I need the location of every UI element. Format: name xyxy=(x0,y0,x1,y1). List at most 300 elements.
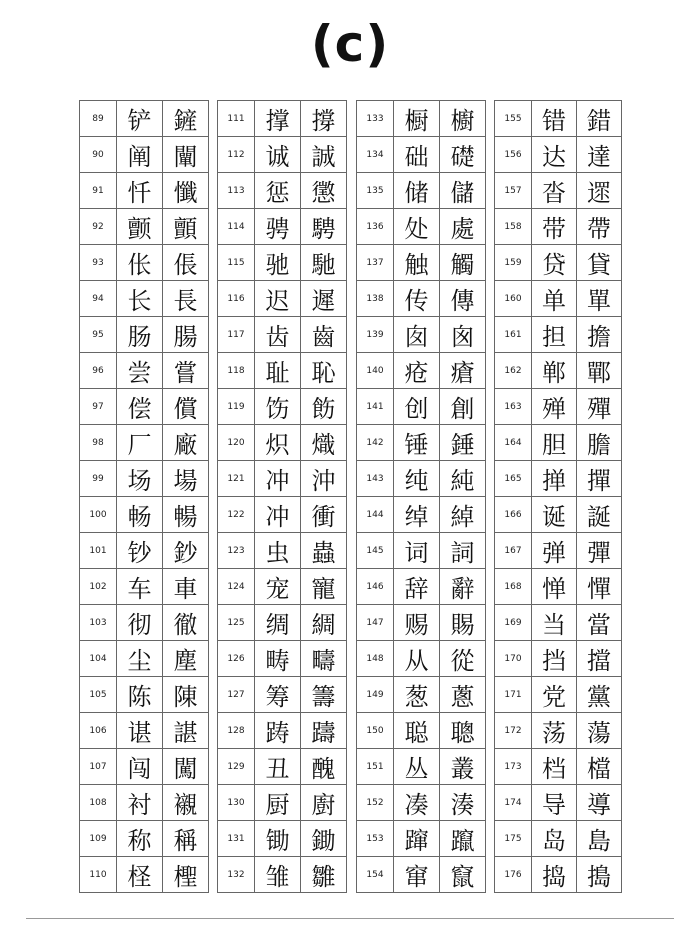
traditional-char: 純 xyxy=(440,461,486,497)
table-row xyxy=(495,281,622,317)
table-row xyxy=(495,497,622,533)
row-number: 91 xyxy=(80,173,117,209)
traditional-char: 櫥 xyxy=(440,101,486,137)
traditional-char: 處 xyxy=(440,209,486,245)
traditional-char: 蟲 xyxy=(301,533,347,569)
table-row xyxy=(357,533,486,569)
table-row xyxy=(80,569,209,605)
table-row xyxy=(80,533,209,569)
table-row xyxy=(357,461,486,497)
page-title: (c) xyxy=(310,15,390,73)
simplified-char: 单 xyxy=(532,281,577,317)
simplified-char: 彻 xyxy=(117,605,163,641)
table-row xyxy=(357,677,486,713)
simplified-char: 带 xyxy=(532,209,577,245)
character-table xyxy=(79,100,621,891)
traditional-char: 湊 xyxy=(440,785,486,821)
row-number: 156 xyxy=(495,137,532,173)
table-row xyxy=(495,641,622,677)
table-row xyxy=(495,353,622,389)
row-number: 131 xyxy=(218,821,255,857)
row-number: 149 xyxy=(357,677,394,713)
table-row xyxy=(357,245,486,281)
traditional-char: 瘡 xyxy=(440,353,486,389)
simplified-char: 畅 xyxy=(117,497,163,533)
row-number: 173 xyxy=(495,749,532,785)
table-row xyxy=(218,281,347,317)
row-number: 175 xyxy=(495,821,532,857)
simplified-char: 岛 xyxy=(532,821,577,857)
table-row xyxy=(495,821,622,857)
table-row xyxy=(80,497,209,533)
row-number: 166 xyxy=(495,497,532,533)
traditional-char: 錘 xyxy=(440,425,486,461)
traditional-char: 綢 xyxy=(301,605,347,641)
traditional-char: 叢 xyxy=(440,749,486,785)
row-number: 170 xyxy=(495,641,532,677)
table-row xyxy=(495,569,622,605)
table-row xyxy=(357,101,486,137)
simplified-char: 钞 xyxy=(117,533,163,569)
simplified-char: 错 xyxy=(532,101,577,137)
traditional-char: 馳 xyxy=(301,245,347,281)
table-row xyxy=(80,353,209,389)
row-number: 98 xyxy=(80,425,117,461)
simplified-char: 诞 xyxy=(532,497,577,533)
row-number: 176 xyxy=(495,857,532,893)
table-row xyxy=(495,785,622,821)
simplified-char: 党 xyxy=(532,677,577,713)
simplified-char: 柽 xyxy=(117,857,163,893)
traditional-char: 嘗 xyxy=(163,353,209,389)
traditional-char: 單 xyxy=(577,281,622,317)
traditional-char: 闖 xyxy=(163,749,209,785)
simplified-char: 担 xyxy=(532,317,577,353)
row-number: 160 xyxy=(495,281,532,317)
simplified-char: 贷 xyxy=(532,245,577,281)
simplified-char: 础 xyxy=(394,137,440,173)
simplified-char: 掸 xyxy=(532,461,577,497)
row-number: 93 xyxy=(80,245,117,281)
row-number: 142 xyxy=(357,425,394,461)
table-row xyxy=(495,317,622,353)
simplified-char: 疮 xyxy=(394,353,440,389)
table-row xyxy=(80,281,209,317)
row-number: 141 xyxy=(357,389,394,425)
row-number: 169 xyxy=(495,605,532,641)
traditional-char: 憚 xyxy=(577,569,622,605)
row-number: 124 xyxy=(218,569,255,605)
row-number: 113 xyxy=(218,173,255,209)
table-row xyxy=(80,209,209,245)
simplified-char: 蹿 xyxy=(394,821,440,857)
simplified-char: 郸 xyxy=(532,353,577,389)
table-row xyxy=(80,605,209,641)
row-number: 143 xyxy=(357,461,394,497)
simplified-char: 档 xyxy=(532,749,577,785)
table-row xyxy=(357,425,486,461)
simplified-char: 阐 xyxy=(117,137,163,173)
simplified-char: 饬 xyxy=(255,389,301,425)
simplified-char: 雏 xyxy=(255,857,301,893)
row-number: 129 xyxy=(218,749,255,785)
traditional-char: 搗 xyxy=(577,857,622,893)
table-row xyxy=(357,749,486,785)
simplified-char: 筹 xyxy=(255,677,301,713)
simplified-char: 迟 xyxy=(255,281,301,317)
table-block-4 xyxy=(494,100,622,893)
simplified-char: 谌 xyxy=(117,713,163,749)
simplified-char: 捣 xyxy=(532,857,577,893)
table-block-2 xyxy=(217,100,347,893)
row-number: 164 xyxy=(495,425,532,461)
table-row xyxy=(218,821,347,857)
traditional-char: 償 xyxy=(163,389,209,425)
traditional-char: 膽 xyxy=(577,425,622,461)
traditional-char: 雛 xyxy=(301,857,347,893)
traditional-char: 飭 xyxy=(301,389,347,425)
table-row xyxy=(80,749,209,785)
traditional-char: 貸 xyxy=(577,245,622,281)
traditional-char: 島 xyxy=(577,821,622,857)
table-row xyxy=(218,785,347,821)
traditional-char: 陳 xyxy=(163,677,209,713)
simplified-char: 触 xyxy=(394,245,440,281)
simplified-char: 导 xyxy=(532,785,577,821)
row-number: 103 xyxy=(80,605,117,641)
table-row xyxy=(495,461,622,497)
table-row xyxy=(80,389,209,425)
simplified-char: 赐 xyxy=(394,605,440,641)
table-row xyxy=(495,677,622,713)
simplified-char: 挡 xyxy=(532,641,577,677)
row-number: 110 xyxy=(80,857,117,893)
traditional-char: 誠 xyxy=(301,137,347,173)
table-row xyxy=(495,605,622,641)
simplified-char: 纯 xyxy=(394,461,440,497)
row-number: 145 xyxy=(357,533,394,569)
simplified-char: 葱 xyxy=(394,677,440,713)
table-row xyxy=(80,173,209,209)
table-row xyxy=(357,821,486,857)
row-number: 148 xyxy=(357,641,394,677)
row-number: 90 xyxy=(80,137,117,173)
table-row xyxy=(218,749,347,785)
row-number: 158 xyxy=(495,209,532,245)
simplified-char: 绸 xyxy=(255,605,301,641)
traditional-char: 竄 xyxy=(440,857,486,893)
row-number: 115 xyxy=(218,245,255,281)
row-number: 104 xyxy=(80,641,117,677)
traditional-char: 廠 xyxy=(163,425,209,461)
row-number: 138 xyxy=(357,281,394,317)
simplified-char: 尘 xyxy=(117,641,163,677)
simplified-char: 衬 xyxy=(117,785,163,821)
row-number: 147 xyxy=(357,605,394,641)
table-row xyxy=(357,209,486,245)
row-number: 132 xyxy=(218,857,255,893)
table-row xyxy=(495,749,622,785)
simplified-char: 冲 xyxy=(255,497,301,533)
traditional-char: 鄲 xyxy=(577,353,622,389)
row-number: 152 xyxy=(357,785,394,821)
table-row xyxy=(357,641,486,677)
row-number: 162 xyxy=(495,353,532,389)
table-row xyxy=(218,389,347,425)
row-number: 172 xyxy=(495,713,532,749)
traditional-char: 帶 xyxy=(577,209,622,245)
traditional-char: 疇 xyxy=(301,641,347,677)
row-number: 122 xyxy=(218,497,255,533)
row-number: 135 xyxy=(357,173,394,209)
table-row xyxy=(495,101,622,137)
row-number: 126 xyxy=(218,641,255,677)
traditional-char: 彈 xyxy=(577,533,622,569)
simplified-char: 窜 xyxy=(394,857,440,893)
simplified-char: 弹 xyxy=(532,533,577,569)
row-number: 112 xyxy=(218,137,255,173)
row-number: 105 xyxy=(80,677,117,713)
traditional-char: 當 xyxy=(577,605,622,641)
table-row xyxy=(80,677,209,713)
table-row xyxy=(495,857,622,893)
row-number: 100 xyxy=(80,497,117,533)
traditional-char: 沖 xyxy=(301,461,347,497)
traditional-char: 顫 xyxy=(163,209,209,245)
table-row xyxy=(218,173,347,209)
traditional-char: 蔥 xyxy=(440,677,486,713)
simplified-char: 冲 xyxy=(255,461,301,497)
simplified-char: 沓 xyxy=(532,173,577,209)
simplified-char: 踌 xyxy=(255,713,301,749)
traditional-char: 倀 xyxy=(163,245,209,281)
row-number: 127 xyxy=(218,677,255,713)
row-number: 94 xyxy=(80,281,117,317)
row-number: 139 xyxy=(357,317,394,353)
row-number: 161 xyxy=(495,317,532,353)
traditional-char: 礎 xyxy=(440,137,486,173)
row-number: 133 xyxy=(357,101,394,137)
table-row xyxy=(80,821,209,857)
table-row xyxy=(218,137,347,173)
simplified-char: 从 xyxy=(394,641,440,677)
traditional-char: 從 xyxy=(440,641,486,677)
traditional-char: 襯 xyxy=(163,785,209,821)
row-number: 171 xyxy=(495,677,532,713)
table-row xyxy=(495,389,622,425)
row-number: 96 xyxy=(80,353,117,389)
row-number: 97 xyxy=(80,389,117,425)
table-row xyxy=(218,425,347,461)
row-number: 144 xyxy=(357,497,394,533)
row-number: 117 xyxy=(218,317,255,353)
table-row xyxy=(495,533,622,569)
simplified-char: 场 xyxy=(117,461,163,497)
traditional-char: 躊 xyxy=(301,713,347,749)
bottom-divider xyxy=(26,918,674,919)
table-row xyxy=(218,245,347,281)
row-number: 157 xyxy=(495,173,532,209)
simplified-char: 处 xyxy=(394,209,440,245)
simplified-char: 惩 xyxy=(255,173,301,209)
row-number: 167 xyxy=(495,533,532,569)
row-number: 107 xyxy=(80,749,117,785)
simplified-char: 达 xyxy=(532,137,577,173)
table-row xyxy=(357,389,486,425)
traditional-char: 長 xyxy=(163,281,209,317)
row-number: 95 xyxy=(80,317,117,353)
row-number: 106 xyxy=(80,713,117,749)
simplified-char: 荡 xyxy=(532,713,577,749)
simplified-char: 辞 xyxy=(394,569,440,605)
row-number: 146 xyxy=(357,569,394,605)
table-row xyxy=(80,245,209,281)
row-number: 123 xyxy=(218,533,255,569)
simplified-char: 宠 xyxy=(255,569,301,605)
traditional-char: 蕩 xyxy=(577,713,622,749)
row-number: 150 xyxy=(357,713,394,749)
simplified-char: 偿 xyxy=(117,389,163,425)
row-number: 92 xyxy=(80,209,117,245)
simplified-char: 骋 xyxy=(255,209,301,245)
traditional-char: 遲 xyxy=(301,281,347,317)
traditional-char: 擋 xyxy=(577,641,622,677)
table-row xyxy=(495,713,622,749)
table-row xyxy=(357,353,486,389)
table-row xyxy=(495,173,622,209)
row-number: 119 xyxy=(218,389,255,425)
row-number: 136 xyxy=(357,209,394,245)
table-row xyxy=(218,605,347,641)
table-row xyxy=(218,677,347,713)
simplified-char: 聪 xyxy=(394,713,440,749)
table-row xyxy=(495,425,622,461)
traditional-char: 恥 xyxy=(301,353,347,389)
row-number: 174 xyxy=(495,785,532,821)
traditional-char: 導 xyxy=(577,785,622,821)
row-number: 155 xyxy=(495,101,532,137)
simplified-char: 惮 xyxy=(532,569,577,605)
simplified-char: 陈 xyxy=(117,677,163,713)
table-row xyxy=(495,245,622,281)
simplified-char: 诚 xyxy=(255,137,301,173)
traditional-char: 遝 xyxy=(577,173,622,209)
table-row xyxy=(218,497,347,533)
traditional-char: 創 xyxy=(440,389,486,425)
simplified-char: 铲 xyxy=(117,101,163,137)
table-row xyxy=(357,605,486,641)
simplified-char: 锄 xyxy=(255,821,301,857)
traditional-char: 傳 xyxy=(440,281,486,317)
traditional-char: 懺 xyxy=(163,173,209,209)
traditional-char: 達 xyxy=(577,137,622,173)
table-row xyxy=(218,713,347,749)
traditional-char: 場 xyxy=(163,461,209,497)
traditional-char: 躥 xyxy=(440,821,486,857)
simplified-char: 忏 xyxy=(117,173,163,209)
traditional-char: 撐 xyxy=(301,101,347,137)
table-row xyxy=(218,569,347,605)
simplified-char: 炽 xyxy=(255,425,301,461)
table-row xyxy=(495,137,622,173)
traditional-char: 廚 xyxy=(301,785,347,821)
table-row xyxy=(357,713,486,749)
traditional-char: 車 xyxy=(163,569,209,605)
traditional-char: 聰 xyxy=(440,713,486,749)
row-number: 99 xyxy=(80,461,117,497)
table-row xyxy=(218,317,347,353)
row-number: 137 xyxy=(357,245,394,281)
traditional-char: 綽 xyxy=(440,497,486,533)
traditional-char: 詞 xyxy=(440,533,486,569)
row-number: 151 xyxy=(357,749,394,785)
row-number: 108 xyxy=(80,785,117,821)
table-row xyxy=(357,317,486,353)
row-number: 128 xyxy=(218,713,255,749)
simplified-char: 创 xyxy=(394,389,440,425)
row-number: 121 xyxy=(218,461,255,497)
row-number: 163 xyxy=(495,389,532,425)
row-number: 118 xyxy=(218,353,255,389)
row-number: 125 xyxy=(218,605,255,641)
simplified-char: 凑 xyxy=(394,785,440,821)
simplified-char: 齿 xyxy=(255,317,301,353)
simplified-char: 胆 xyxy=(532,425,577,461)
row-number: 134 xyxy=(357,137,394,173)
table-row xyxy=(80,425,209,461)
table-row xyxy=(80,785,209,821)
traditional-char: 衝 xyxy=(301,497,347,533)
table-row xyxy=(80,857,209,893)
simplified-char: 称 xyxy=(117,821,163,857)
table-row xyxy=(357,497,486,533)
row-number: 116 xyxy=(218,281,255,317)
simplified-char: 闯 xyxy=(117,749,163,785)
traditional-char: 錯 xyxy=(577,101,622,137)
traditional-char: 醜 xyxy=(301,749,347,785)
table-row xyxy=(357,137,486,173)
traditional-char: 儲 xyxy=(440,173,486,209)
simplified-char: 尝 xyxy=(117,353,163,389)
table-row xyxy=(218,641,347,677)
row-number: 111 xyxy=(218,101,255,137)
traditional-char: 撣 xyxy=(577,461,622,497)
table-block-1 xyxy=(79,100,209,893)
table-row xyxy=(357,569,486,605)
table-row xyxy=(80,641,209,677)
simplified-char: 厨 xyxy=(255,785,301,821)
simplified-char: 囱 xyxy=(394,317,440,353)
table-row xyxy=(357,173,486,209)
traditional-char: 暢 xyxy=(163,497,209,533)
simplified-char: 传 xyxy=(394,281,440,317)
traditional-char: 腸 xyxy=(163,317,209,353)
table-row xyxy=(218,857,347,893)
simplified-char: 当 xyxy=(532,605,577,641)
simplified-char: 车 xyxy=(117,569,163,605)
row-number: 153 xyxy=(357,821,394,857)
table-row xyxy=(357,281,486,317)
table-row xyxy=(80,317,209,353)
table-row xyxy=(80,101,209,137)
traditional-char: 塵 xyxy=(163,641,209,677)
simplified-char: 丑 xyxy=(255,749,301,785)
table-row xyxy=(357,785,486,821)
traditional-char: 黨 xyxy=(577,677,622,713)
simplified-char: 虫 xyxy=(255,533,301,569)
simplified-char: 畴 xyxy=(255,641,301,677)
table-row xyxy=(80,713,209,749)
